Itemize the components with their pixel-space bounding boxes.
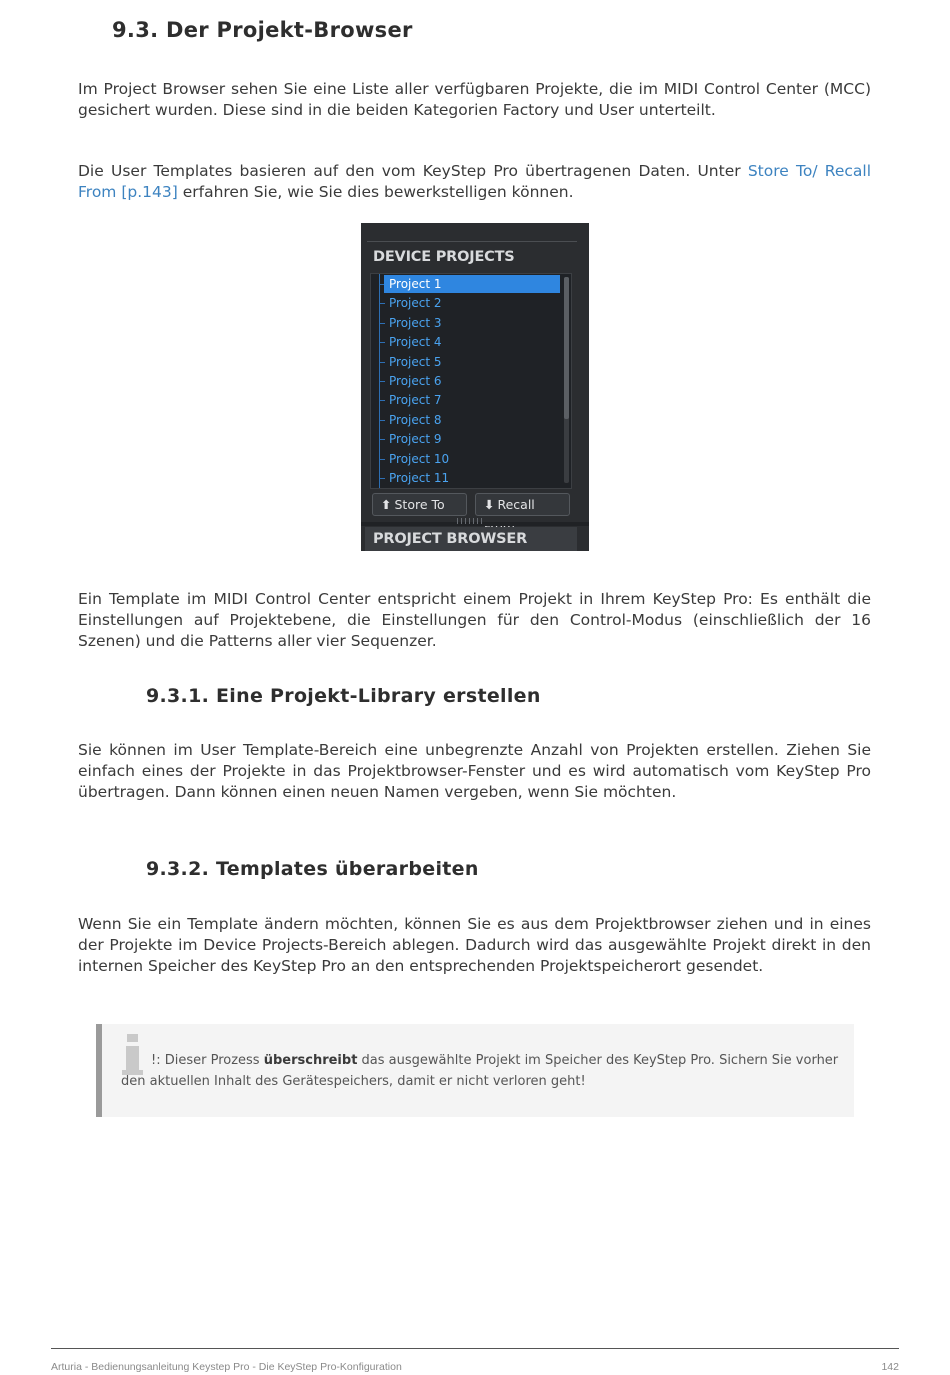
project-list-item[interactable]: Project 3: [389, 315, 442, 330]
template-paragraph: Ein Template im MIDI Control Center entspricht einem Projekt in Ihrem KeyStep Pro: Es enthält die Einstellungen auf Projektebene, die Einstellungen für den Control-Modus (einschließlich der 16 Szenen) und die Patterns aller vier Sequenzer.: [78, 590, 871, 650]
subsection-title: 9.3.2. Templates überarbeiten: [146, 858, 479, 880]
project-list-item[interactable]: Project 1: [384, 275, 560, 293]
recall-from-button[interactable]: [475, 493, 570, 516]
scrollbar-thumb[interactable]: [564, 277, 569, 419]
note-bold: überschreibt: [263, 1053, 358, 1068]
project-list-item[interactable]: Project 7: [389, 393, 442, 408]
device-projects-list[interactable]: [370, 273, 572, 489]
recall-from-label: Recall: [497, 497, 535, 512]
project-list-item[interactable]: Project 2: [389, 296, 442, 311]
project-list-item[interactable]: Project 10: [389, 451, 450, 466]
project-list-item[interactable]: Project 5: [389, 354, 442, 369]
project-list-item[interactable]: Project 4: [389, 335, 442, 350]
panel-divider: [367, 241, 577, 242]
arrow-up-icon: ⬆: [381, 497, 392, 512]
arrow-down-icon: ⬇: [484, 497, 495, 512]
edit-templates-paragraph: Wenn Sie ein Template ändern möchten, können Sie es aus dem Projektbrowser ziehen und in eines der Projekte im Device Projects-Bereich ablegen. Dadurch wird das ausgewählte Projekt direkt in den internen Speicher des KeyStep Pro an den entsprechenden Projektspeicherort gesendet.: [78, 915, 871, 975]
device-projects-title: DEVICE PROJECTS: [373, 249, 515, 265]
project-browser-screenshot: [361, 223, 589, 551]
intro-paragraph: Im Project Browser sehen Sie eine Liste aller verfügbaren Projekte, die im MIDI Control Center (MCC) gesichert wurden. Diese sind in die beiden Kategorien Factory und User unterteilt.: [78, 80, 871, 119]
store-to-label: Store To: [394, 497, 445, 512]
warning-note: [96, 1024, 854, 1117]
note-suffix: das ausgewählte Projekt im Speicher des KeyStep Pro. Sichern Sie vorher den aktuellen Inhalt des Gerätespeichers, damit er nicht verloren geht!: [121, 1053, 839, 1089]
page-number: 142: [881, 1361, 899, 1373]
list-scrollbar[interactable]: [564, 277, 569, 483]
library-paragraph: Sie können im User Template-Bereich eine unbegrenzte Anzahl von Projekten erstellen. Ziehen Sie einfach eines der Projekte in das Projektbrowser-Fenster und es wird automatisch vom KeyStep Pro übertragen. Dann können einen neuen Namen vergeben, wenn Sie möchten.: [78, 741, 871, 801]
user-templates-paragraph: [78, 161, 871, 203]
project-list-item[interactable]: Project 11: [389, 471, 450, 485]
note-prefix: !: Dieser Prozess: [151, 1053, 264, 1068]
note-text: [121, 1050, 843, 1092]
paragraph-text: Die User Templates basieren auf den vom KeyStep Pro übertragenen Daten. Unter: [78, 162, 748, 180]
footer-text: Arturia - Bedienungsanleitung Keystep Pro - Die KeyStep Pro-Konfiguration: [51, 1361, 402, 1373]
project-list-item[interactable]: Project 6: [389, 374, 442, 388]
subsection-title: 9.3.1. Eine Projekt-Library erstellen: [146, 685, 541, 707]
store-to-button[interactable]: [372, 493, 467, 516]
project-list-item[interactable]: Project 8: [389, 412, 442, 427]
splitter-grip[interactable]: [457, 518, 483, 524]
paragraph-text: erfahren Sie, wie Sie dies bewerkstelligen können.: [177, 183, 574, 201]
footer-rule: [51, 1348, 899, 1349]
store-recall-link[interactable]: Store To/ Recall From [p.143]: [78, 162, 871, 201]
section-title: 9.3. Der Projekt-Browser: [112, 18, 413, 42]
project-list-item[interactable]: Project 9: [389, 432, 442, 447]
project-browser-title: PROJECT BROWSER: [373, 531, 528, 547]
